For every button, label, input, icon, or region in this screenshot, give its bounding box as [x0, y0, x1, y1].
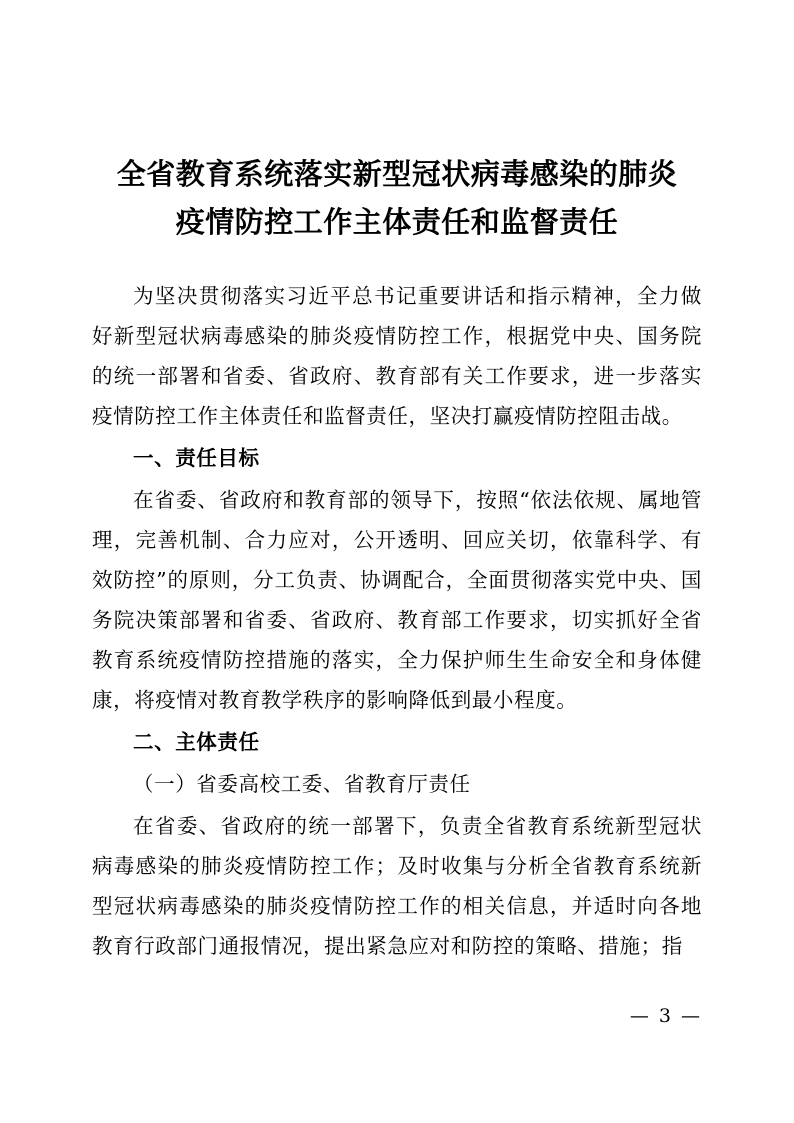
- section-heading-main-responsibility: 二、主体责任: [133, 730, 260, 754]
- paragraph-intro: 为坚决贯彻落实习近平总书记重要讲话和指示精神，全力做好新型冠状病毒感染的肺炎疫情防控工作，根据党中央、国务院的统一部署和省委、省政府、教育部有关工作要求，进一步落实疫情防控工作主体责任和监督责任，坚决打赢疫情防控阻击战。: [92, 284, 702, 428]
- document-content: [92, 150, 702, 968]
- paragraph-education-department: 在省委、省政府的统一部署下，负责全省教育系统新型冠状病毒感染的肺炎疫情防控工作；及时收集与分析全省教育系统新型冠状病毒感染的肺炎疫情防控工作的相关信息，并适时向各地教育行政部门通报情况，提出紧急应对和防控的策略、措施；指: [92, 814, 702, 958]
- page-title-line-2: 疫情防控工作主体责任和监督责任: [175, 205, 619, 239]
- page-title: [92, 150, 702, 246]
- subsection-heading-education-department: （一）省委高校工委、省教育厅责任: [133, 772, 471, 796]
- section-heading-responsibility-goal: 一、责任目标: [133, 446, 260, 470]
- paragraph-responsibility-goal: 在省委、省政府和教育部的领导下，按照“依法依规、属地管理，完善机制、合力应对，公开透明、回应关切，依靠科学、有效防控”的原则，分工负责、协调配合，全面贯彻落实党中央、国务院决策部署和省委、省政府、教育部工作要求，切实抓好全省教育系统疫情防控措施的落实，全力保护师生生命安全和身体健康，将疫情对教育教学秩序的影响降低到最小程度。: [92, 488, 702, 712]
- page-title-line-1: 全省教育系统落实新型冠状病毒感染的肺炎: [116, 157, 678, 191]
- page-number: — 3 —: [629, 1005, 702, 1027]
